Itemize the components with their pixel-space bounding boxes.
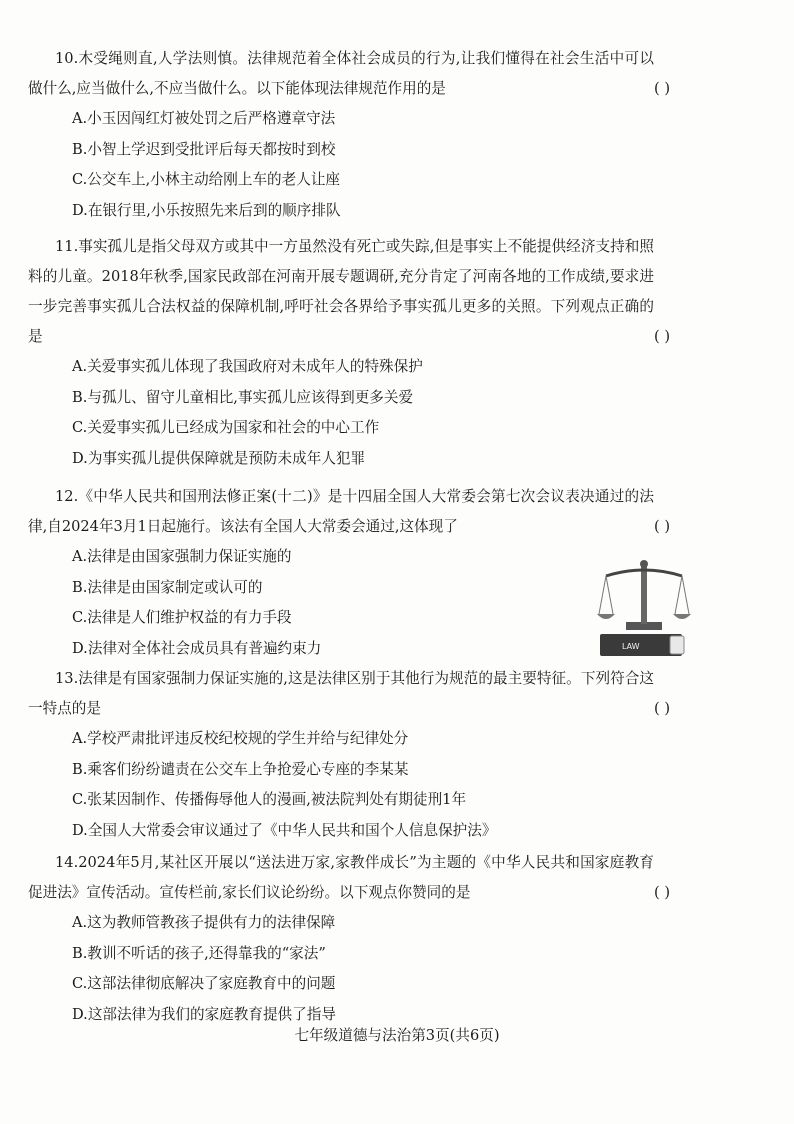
question-13 bbox=[28, 664, 718, 846]
question-10 bbox=[28, 44, 718, 226]
book-label: LAW bbox=[622, 642, 640, 651]
option-a: A.法律是由国家强制力保证实施的 bbox=[72, 548, 292, 565]
option-b: B.教训不听话的孩子,还得靠我的“家法” bbox=[72, 944, 326, 962]
option-b: B.与孤儿、留守儿童相比,事实孤儿应该得到更多关爱 bbox=[72, 388, 414, 406]
option-d: D.在银行里,小乐按照先来后到的顺序排队 bbox=[72, 201, 341, 219]
question-11 bbox=[28, 232, 718, 474]
option-a: A.学校严肃批评违反校纪校规的学生并给与纪律处分 bbox=[72, 730, 409, 747]
option-d: D.这部法律为我们的家庭教育提供了指导 bbox=[72, 1005, 336, 1023]
question-stem: ( ) 13.法律是有国家强制力保证实施的,这是法律区别于其他行为规范的最主要特征。下列符合这一特点的是 bbox=[28, 664, 718, 724]
answer-blank[interactable]: ( ) bbox=[654, 328, 671, 345]
option-d: D.为事实孤儿提供保障就是预防未成年人犯罪 bbox=[72, 449, 366, 467]
question-stem: ( ) 11.事实孤儿是指父母双方或其中一方虽然没有死亡或失踪,但是事实上不能提供经济支持和照料的儿童。2018年秋季,国家民政部在河南开展专题调研,充分肯定了河南各地的工作成绩,要求进一步完善事实孤儿合法权益的保障机制,呼吁社会各界给予事实孤儿更多的关照。下列观点正确的是 bbox=[28, 232, 718, 352]
question-stem: ( ) 14.2024年5月,某社区开展以“送法进万家,家教伴成长”为主题的《中华人民共和国家庭教育促进法》宣传活动。宣传栏前,家长们议论纷纷。以下观点你赞同的是 bbox=[28, 848, 718, 908]
option-c: C.公交车上,小林主动给刚上车的老人让座 bbox=[72, 171, 341, 189]
option-c: C.关爱事实孤儿已经成为国家和社会的中心工作 bbox=[72, 419, 380, 437]
option-c: C.张某因制作、传播侮辱他人的漫画,被法院判处有期徒刑1年 bbox=[72, 791, 467, 809]
option-a: A.小玉因闯红灯被处罚之后严格遵章守法 bbox=[72, 110, 336, 127]
option-c: C.这部法律彻底解决了家庭教育中的问题 bbox=[72, 975, 336, 993]
option-a: A.关爱事实孤儿体现了我国政府对未成年人的特殊保护 bbox=[72, 358, 423, 375]
answer-blank[interactable]: ( ) bbox=[654, 518, 671, 535]
option-a: A.这为教师管教孩子提供有力的法律保障 bbox=[72, 914, 336, 931]
answer-blank[interactable]: ( ) bbox=[654, 80, 671, 97]
answer-blank[interactable]: ( ) bbox=[654, 884, 671, 901]
option-b: B.小智上学迟到受批评后每天都按时到校 bbox=[72, 140, 336, 158]
option-b: B.乘客们纷纷谴责在公交车上争抢爱心专座的李某某 bbox=[72, 760, 409, 778]
option-c: C.法律是人们维护权益的有力手段 bbox=[72, 609, 292, 627]
page-footer: 七年级道德与法治第3页(共6页) bbox=[294, 1027, 500, 1044]
question-stem: ( ) 10.木受绳则直,人学法则慎。法律规范着全体社会成员的行为,让我们懂得在社会生活中可以做什么,应当做什么,不应当做什么。以下能体现法律规范作用的是 bbox=[28, 44, 718, 104]
question-stem: ( ) 12.《中华人民共和国刑法修正案(十二)》是十四届全国人大常委会第七次会议表决通过的法律,自2024年3月1日起施行。该法有全国人大常委会通过,这体现了 bbox=[28, 482, 718, 542]
option-b: B.法律是由国家制定或认可的 bbox=[72, 578, 263, 596]
option-d: D.全国人大常委会审议通过了《中华人民共和国个人信息保护法》 bbox=[72, 821, 497, 839]
scales-of-justice-icon bbox=[596, 552, 692, 664]
answer-blank[interactable]: ( ) bbox=[654, 700, 671, 717]
question-14 bbox=[28, 848, 718, 1030]
option-d: D.法律对全体社会成员具有普遍约束力 bbox=[72, 639, 322, 657]
